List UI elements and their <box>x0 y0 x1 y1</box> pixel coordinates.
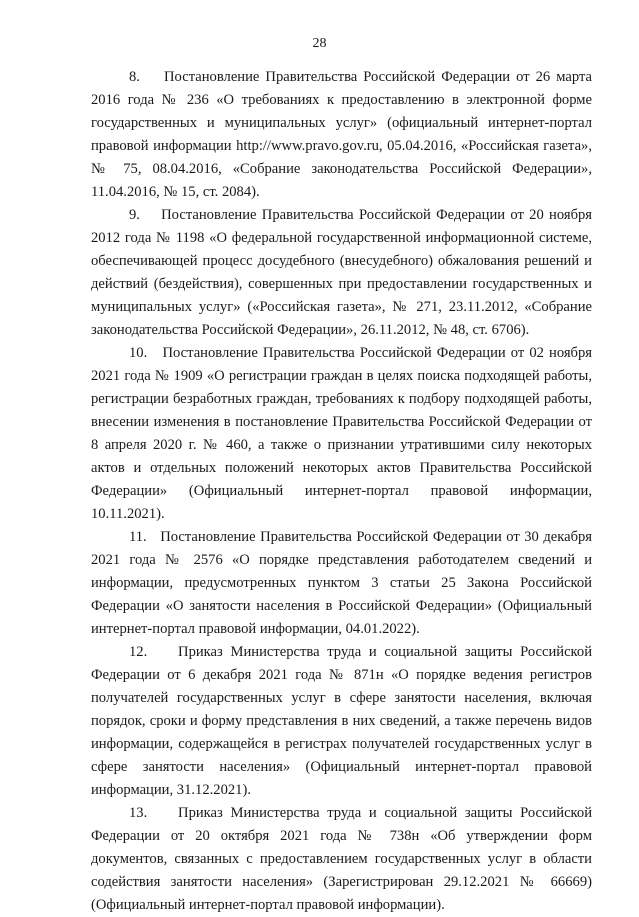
legal-acts-list <box>91 66 592 917</box>
item-number: 12. <box>129 644 148 660</box>
item-number: 9. <box>129 207 140 223</box>
list-item <box>91 204 592 342</box>
item-text: Постановление Правительства Российской Федерации от 02 ноября 2021 года № 1909 «О регистрации граждан в целях поиска подходящей работы, регистрации безработных граждан, требованиях к подбору подходящей работы, внесении изменения в постановление Правительства Российской Федерации от 8 апреля 2020 г. № 460, а также о признании утратившими силу некоторых актов и отдельных положений некоторых актов Правительства Российской Федерации» (Официальный интернет-портал правовой информации, 10.11.2021). <box>91 345 592 522</box>
list-item <box>91 342 592 526</box>
list-item <box>91 641 592 802</box>
item-number: 13. <box>129 805 148 821</box>
page-number: 28 <box>312 36 327 51</box>
item-number: 11. <box>129 529 147 545</box>
list-item <box>91 802 592 917</box>
item-text: Постановление Правительства Российской Федерации от 26 марта 2016 года № 236 «О требованиях к предоставлению в электронной форме государственных и муниципальных услуг» (официальный интернет-портал правовой информации http://www.pravo.gov.ru, 05.04.2016, «Российская газета», № 75, 08.04.2016, «Собрание законодательства Российской Федерации», 11.04.2016, № 15, ст. 2084). <box>91 69 592 200</box>
item-number: 8. <box>129 69 140 85</box>
item-number: 10. <box>129 345 148 361</box>
item-text: Постановление Правительства Российской Федерации от 30 декабря 2021 года № 2576 «О порядке представления работодателем сведений и информации, предусмотренных пунктом 3 статьи 25 Закона Российской Федерации «О занятости населения в Российской Федерации» (Официальный интернет-портал правовой информации, 04.01.2022). <box>91 529 592 637</box>
item-text: Постановление Правительства Российской Федерации от 20 ноября 2012 года № 1198 «О федеральной государственной информационной системе, обеспечивающей процесс досудебного (внесудебного) обжалования решений и действий (бездействия), совершенных при предоставлении государственных и муниципальных услуг» («Российская газета», № 271, 23.11.2012, «Собрание законодательства Российской Федерации», 26.11.2012, № 48, ст. 6706). <box>91 207 593 338</box>
item-text: Приказ Министерства труда и социальной защиты Российской Федерации от 6 декабря 2021 года № 871н «О порядке ведения регистров получателей государственных услуг в сфере занятости населения, включая порядок, сроки и форму представления в них сведений, а также перечень видов информации, содержащейся в регистрах получателей государственных услуг в сфере занятости населения» (Официальный интернет-портал правовой информации, 31.12.2021). <box>91 644 593 798</box>
list-item <box>91 66 592 204</box>
list-item <box>91 526 592 641</box>
item-text: Приказ Министерства труда и социальной защиты Российской Федерации от 20 октября 2021 года № 738н «Об утверждении форм документов, связанных с предоставлением государственных услуг в области содействия занятости населения» (Зарегистрирован 29.12.2021 № 66669) (Официальный интернет-портал правовой информации). <box>91 805 593 913</box>
